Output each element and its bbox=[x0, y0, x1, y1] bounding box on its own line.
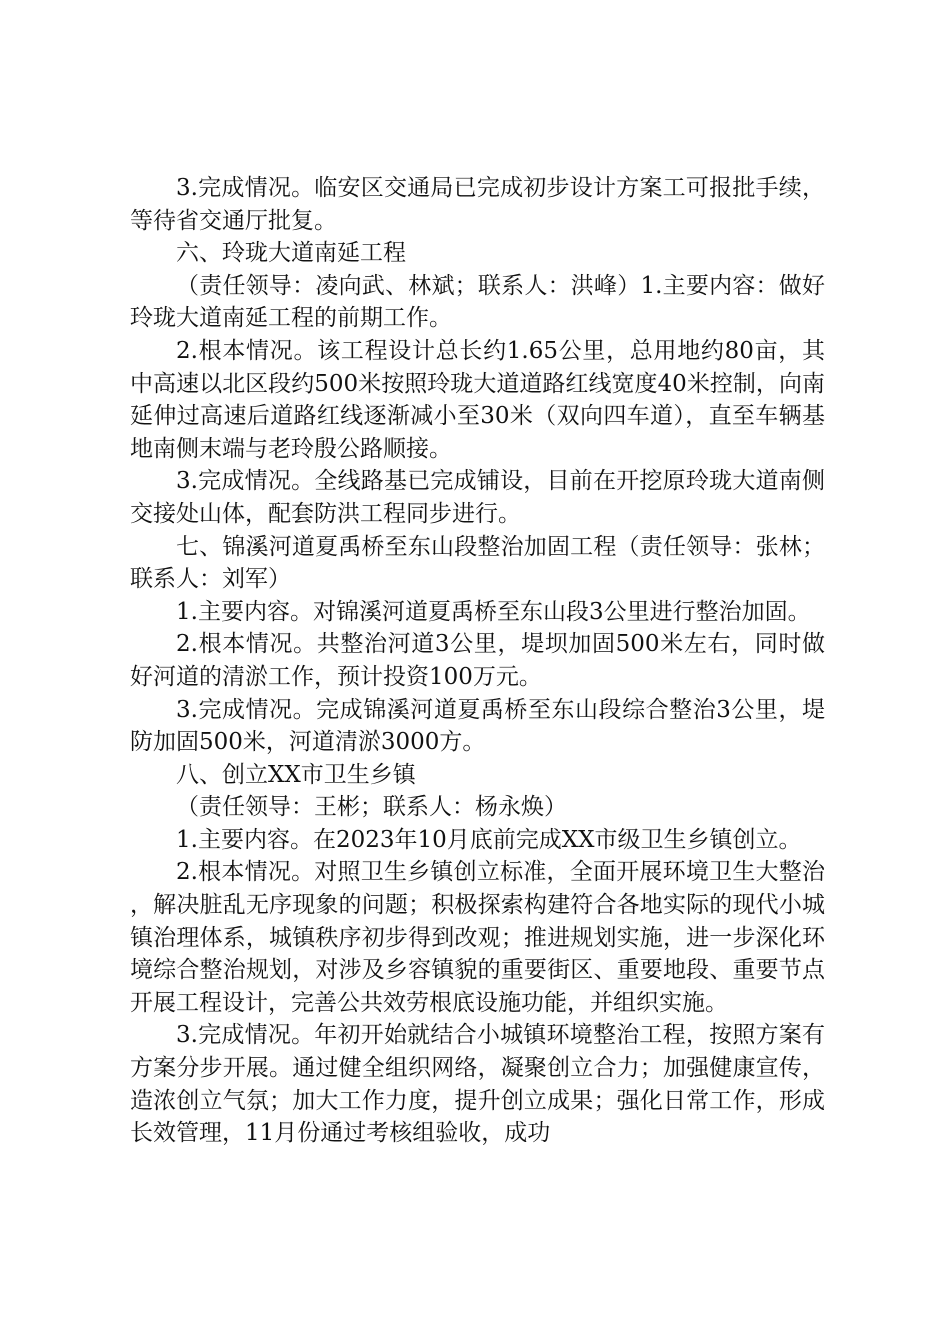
paragraph-basic-situation-6: 2.根本情况。该工程设计总长约1.65公里，总用地约80亩，其中高速以北区段约500米按照玲珑大道道路红线宽度40米控制，向南延伸过高速后道路红线逐渐减小至30米（双向四车道），直至车辆基地南侧末端与老玲殷公路顺接。 bbox=[130, 337, 825, 462]
paragraph-responsible-leaders-8: （责任领导：王彬；联系人：杨永焕） bbox=[176, 794, 567, 821]
section-heading-linglong-avenue: 六、玲珑大道南延工程 bbox=[176, 240, 406, 267]
section-heading-jinxi-river: 七、锦溪河道夏禹桥至东山段整治加固工程（责任领导：张林；联系人：刘军） bbox=[130, 533, 825, 593]
section-heading-health-town: 八、创立XX市卫生乡镇 bbox=[176, 761, 416, 788]
paragraph-completion-status-8: 3.完成情况。年初开始就结合小城镇环境整治工程，按照方案有方案分步开展。通过健全组织网络，凝聚创立合力；加强健康宣传，造浓创立气氛；加大工作力度，提升创立成果；强化日常工作，形成长效管理，11月份通过考核组验收，成功 bbox=[130, 1022, 825, 1147]
paragraph-main-content-8: 1.主要内容。在2023年10月底前完成XX市级卫生乡镇创立。 bbox=[176, 826, 802, 853]
paragraph-basic-situation-8: 2.根本情况。对照卫生乡镇创立标准，全面开展环境卫生大整治，解决脏乱无序现象的问题；积极探索构建符合各地实际的现代小城镇治理体系，城镇秩序初步得到改观；推进规划实施，进一步深化环境综合整治规划，对涉及乡容镇貌的重要街区、重要地段、重要节点开展工程设计，完善公共效劳根底设施功能，并组织实施。 bbox=[130, 859, 825, 1016]
paragraph-completion-status-7: 3.完成情况。完成锦溪河道夏禹桥至东山段综合整治3公里，堤防加固500米，河道清淤3000方。 bbox=[130, 696, 825, 756]
paragraph-completion-status-1: 3.完成情况。临安区交通局已完成初步设计方案工可报批手续，等待省交通厅批复。 bbox=[130, 175, 825, 234]
paragraph-main-content-7: 1.主要内容。对锦溪河道夏禹桥至东山段3公里进行整治加固。 bbox=[176, 598, 811, 625]
paragraph-responsible-leaders-6: （责任领导：凌向武、林斌；联系人：洪峰）1.主要内容：做好玲珑大道南延工程的前期工作。 bbox=[130, 272, 825, 332]
paragraph-completion-status-6: 3.完成情况。全线路基已完成铺设，目前在开挖原玲珑大道南侧交接处山体，配套防洪工程同步进行。 bbox=[130, 468, 825, 527]
paragraph-basic-situation-7: 2.根本情况。共整治河道3公里，堤坝加固500米左右，同时做好河道的清淤工作，预计投资100万元。 bbox=[130, 631, 825, 690]
document-body bbox=[130, 172, 825, 1150]
